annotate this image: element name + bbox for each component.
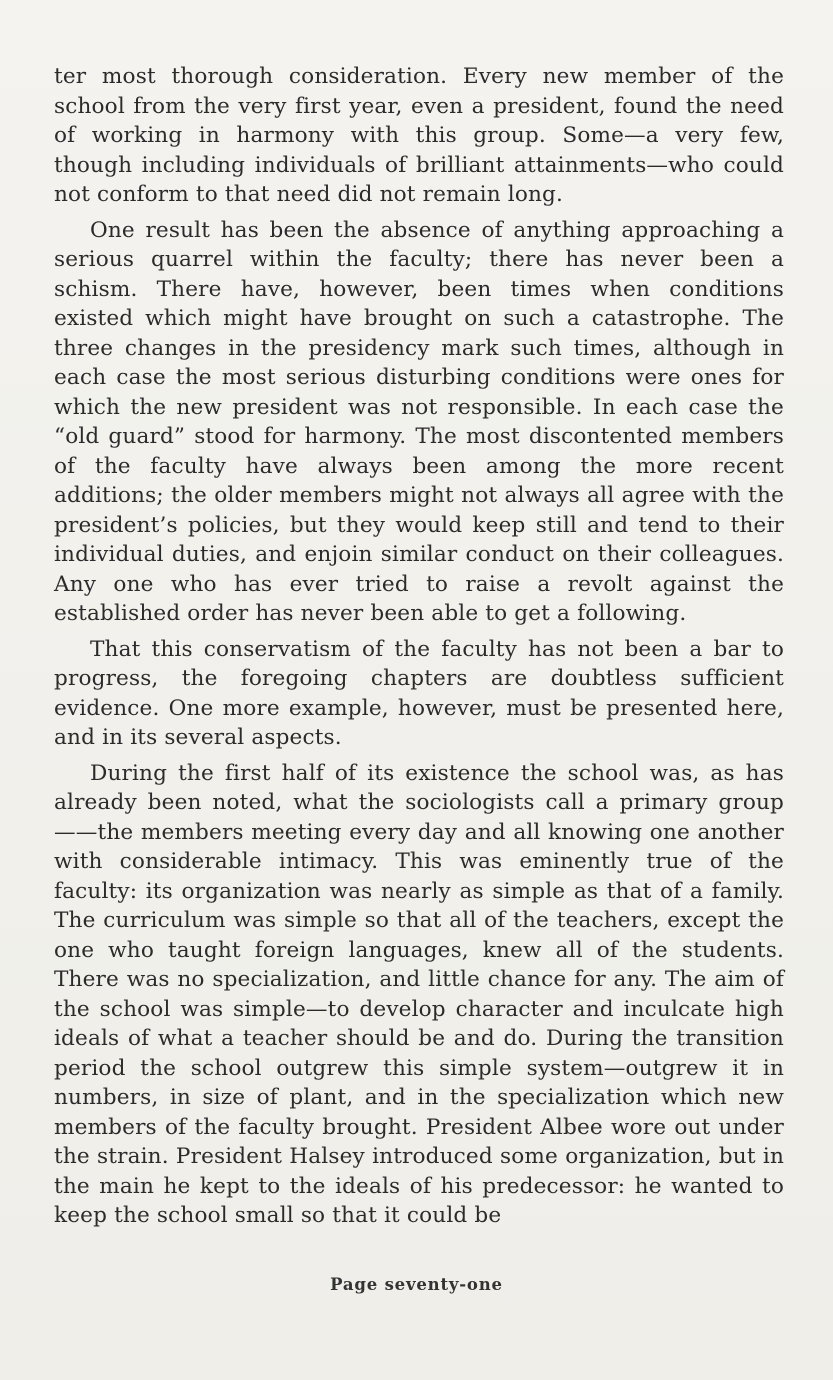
paragraph-conservatism: That this conservatism of the faculty has not been a bar to progress, the foregoing chapters are doubtless sufficient evidence. One more example, however, must be presented here, and in its several aspects. xyxy=(54,636,784,750)
page-number: Page seventy-one xyxy=(330,1275,503,1294)
paragraph-primary-group: During the first half of its existence the school was, as has already been noted, what the sociologists call a primary group——the members meeting every day and all knowing one another with considerable intimacy. This was eminently true of the faculty: its organization was nearly as simple as that of a family. The curriculum was simple so that all of the teachers, except the one who taught foreign languages, knew all of the students. There was no specialization, and little chance for any. The aim of the school was simple—to develop character and inculcate high ideals of what a teacher should be and do. During the transition period the school outgrew this simple system—outgrew it in numbers, in size of plant, and in the specialization which new members of the faculty brought. President Albee wore out under the strain. President Halsey introduced some organization, but in the main he kept to the ideals of his predecessor: he wanted to keep the school small so that it could be xyxy=(54,760,784,1228)
paragraph-continued: ter most thorough consideration. Every new member of the school from the very first year, even a president, found the need of working in harmony with this group. Some—a very few, though including individuals of brilliant attainments—who could not conform to that need did not remain long. xyxy=(54,64,784,207)
paragraph-faculty-quarrels: One result has been the absence of anything approaching a serious quarrel within the faculty; there has never been a schism. There have, however, been times when conditions existed which might have brought on such a catastrophe. The three changes in the presidency mark such times, although in each case the most serious disturbing conditions were ones for which the new president was not responsible. In each case the “old guard” stood for harmony. The most discontented members of the faculty have always been among the more recent additions; the older members might not always all agree with the president’s policies, but they would keep still and tend to their individual duties, and enjoin similar conduct on their colleagues. Any one who has ever tried to raise a revolt against the established order has never been able to get a following. xyxy=(54,217,784,626)
body-text xyxy=(54,62,784,1231)
